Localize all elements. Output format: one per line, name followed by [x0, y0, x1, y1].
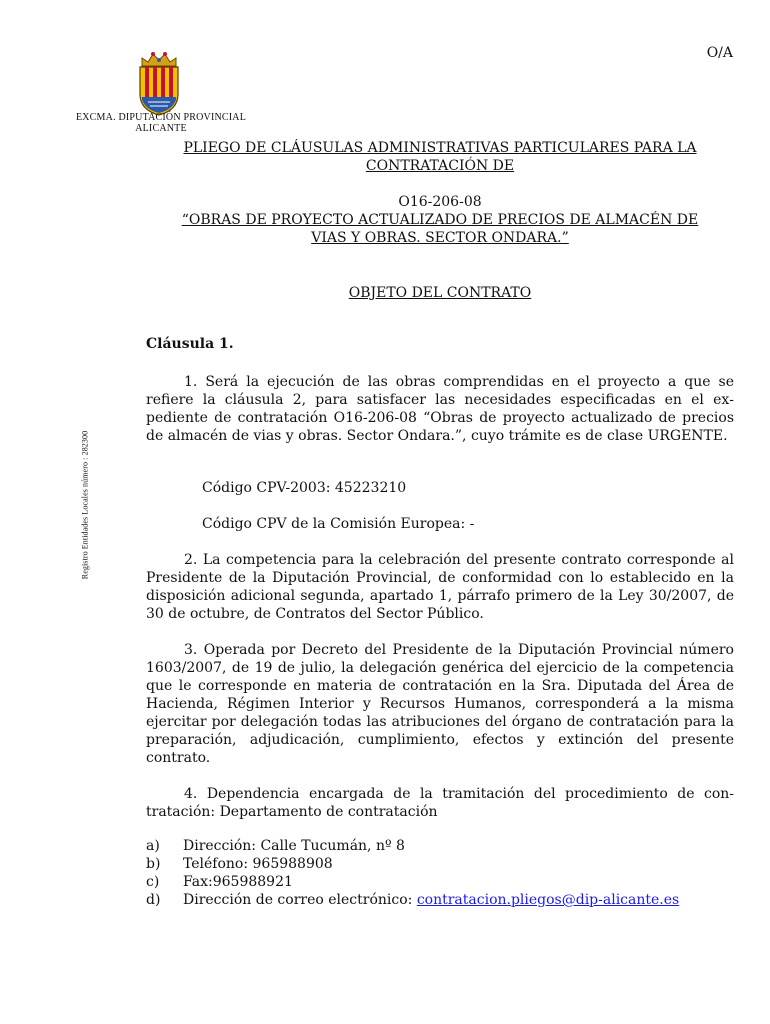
paragraph-2: 2. La competencia para la celebración del presente contrato corresponde al Presidente de la Diputación Provincial, de conformidad con lo establecido en la disposición adicional segunda, apartado 1, párrafo primero de la Ley 30/2007, de 30 de octubre, de Contratos del Sector Público.: [146, 552, 734, 622]
list-marker: a): [146, 838, 160, 854]
title-line: CONTRATACIÓN DE: [365, 158, 515, 174]
cpv-ce-code: Código CPV de la Comisión Europea: -: [202, 516, 475, 532]
contact-fax: Fax:965988921: [183, 874, 293, 890]
institution-line: ALICANTE: [135, 123, 187, 134]
subtitle-line: “OBRAS DE PROYECTO ACTUALIZADO DE PRECIOS DE ALMACÉN DE: [181, 212, 699, 228]
paragraph-1: 1. Será la ejecución de las obras comprendidas en el proyecto a que se refiere la cláusula 2, para satisfacer las necesidades especificadas en el expediente de contratación O16-206-08 “Obras de proyecto actualizado de precios de almacén de vias y obras. Sector Ondara.”, cuyo trámite es de clase URGENTE.: [146, 374, 734, 444]
list-marker: b): [146, 856, 161, 872]
paragraph-3: 3. Operada por Decreto del Presidente de la Diputación Provincial número 1603/2007, de 19 de julio, la delegación genérica del ejercicio de la competencia que le corresponde en materia de contratación en la Sra. Diputada del Área de Hacienda, Régimen Interior y Recursos Humanos, corresponderá a la misma ejercitar por delegación todas las atribuciones del órgano de contratación para la preparación, adjudicación, cumplimiento, efectos y extinción del presente contrato.: [146, 642, 734, 766]
email-link[interactable]: contratacion.pliegos@dip-alicante.es: [416, 892, 680, 908]
side-registry-note: [80, 430, 90, 580]
section-heading: OBJETO DEL CONTRATO: [348, 285, 532, 301]
list-marker: c): [146, 874, 160, 890]
crown-icon: [142, 52, 176, 66]
subtitle-line: VIAS Y OBRAS. SECTOR ONDARA.”: [311, 230, 569, 246]
contact-list: [146, 837, 680, 909]
list-item: [146, 837, 679, 855]
contact-address: Dirección: Calle Tucumán, nº 8: [183, 838, 405, 854]
list-marker: d): [146, 892, 161, 908]
institution-name: [66, 112, 256, 134]
contact-email-label: Dirección de correo electrónico:: [183, 892, 417, 908]
document-title: [146, 139, 734, 175]
contact-phone: Teléfono: 965988908: [183, 856, 333, 872]
document-reference: O/A: [706, 45, 733, 61]
contract-subtitle: [146, 211, 734, 247]
list-item: [146, 855, 679, 873]
shield-icon: [140, 67, 178, 115]
clause-heading: Cláusula 1.: [146, 336, 234, 352]
contract-code: O16-206-08: [398, 194, 482, 210]
list-item: [146, 873, 679, 891]
cpv-2003-code: Código CPV-2003: 45223210: [202, 480, 407, 496]
title-line: PLIEGO DE CLÁUSULAS ADMINISTRATIVAS PARTICULARES PARA LA: [183, 140, 697, 156]
side-registry-text: Registro Entidades Locales número : 282300: [80, 430, 90, 580]
institution-line: EXCMA. DIPUTACIÓN PROVINCIAL: [75, 112, 247, 123]
coat-of-arms-logo: [134, 50, 184, 116]
list-item: [146, 891, 680, 909]
paragraph-4: 4. Dependencia encargada de la tramitación del procedimiento de contratación: Departamento de contratación: [146, 786, 734, 820]
